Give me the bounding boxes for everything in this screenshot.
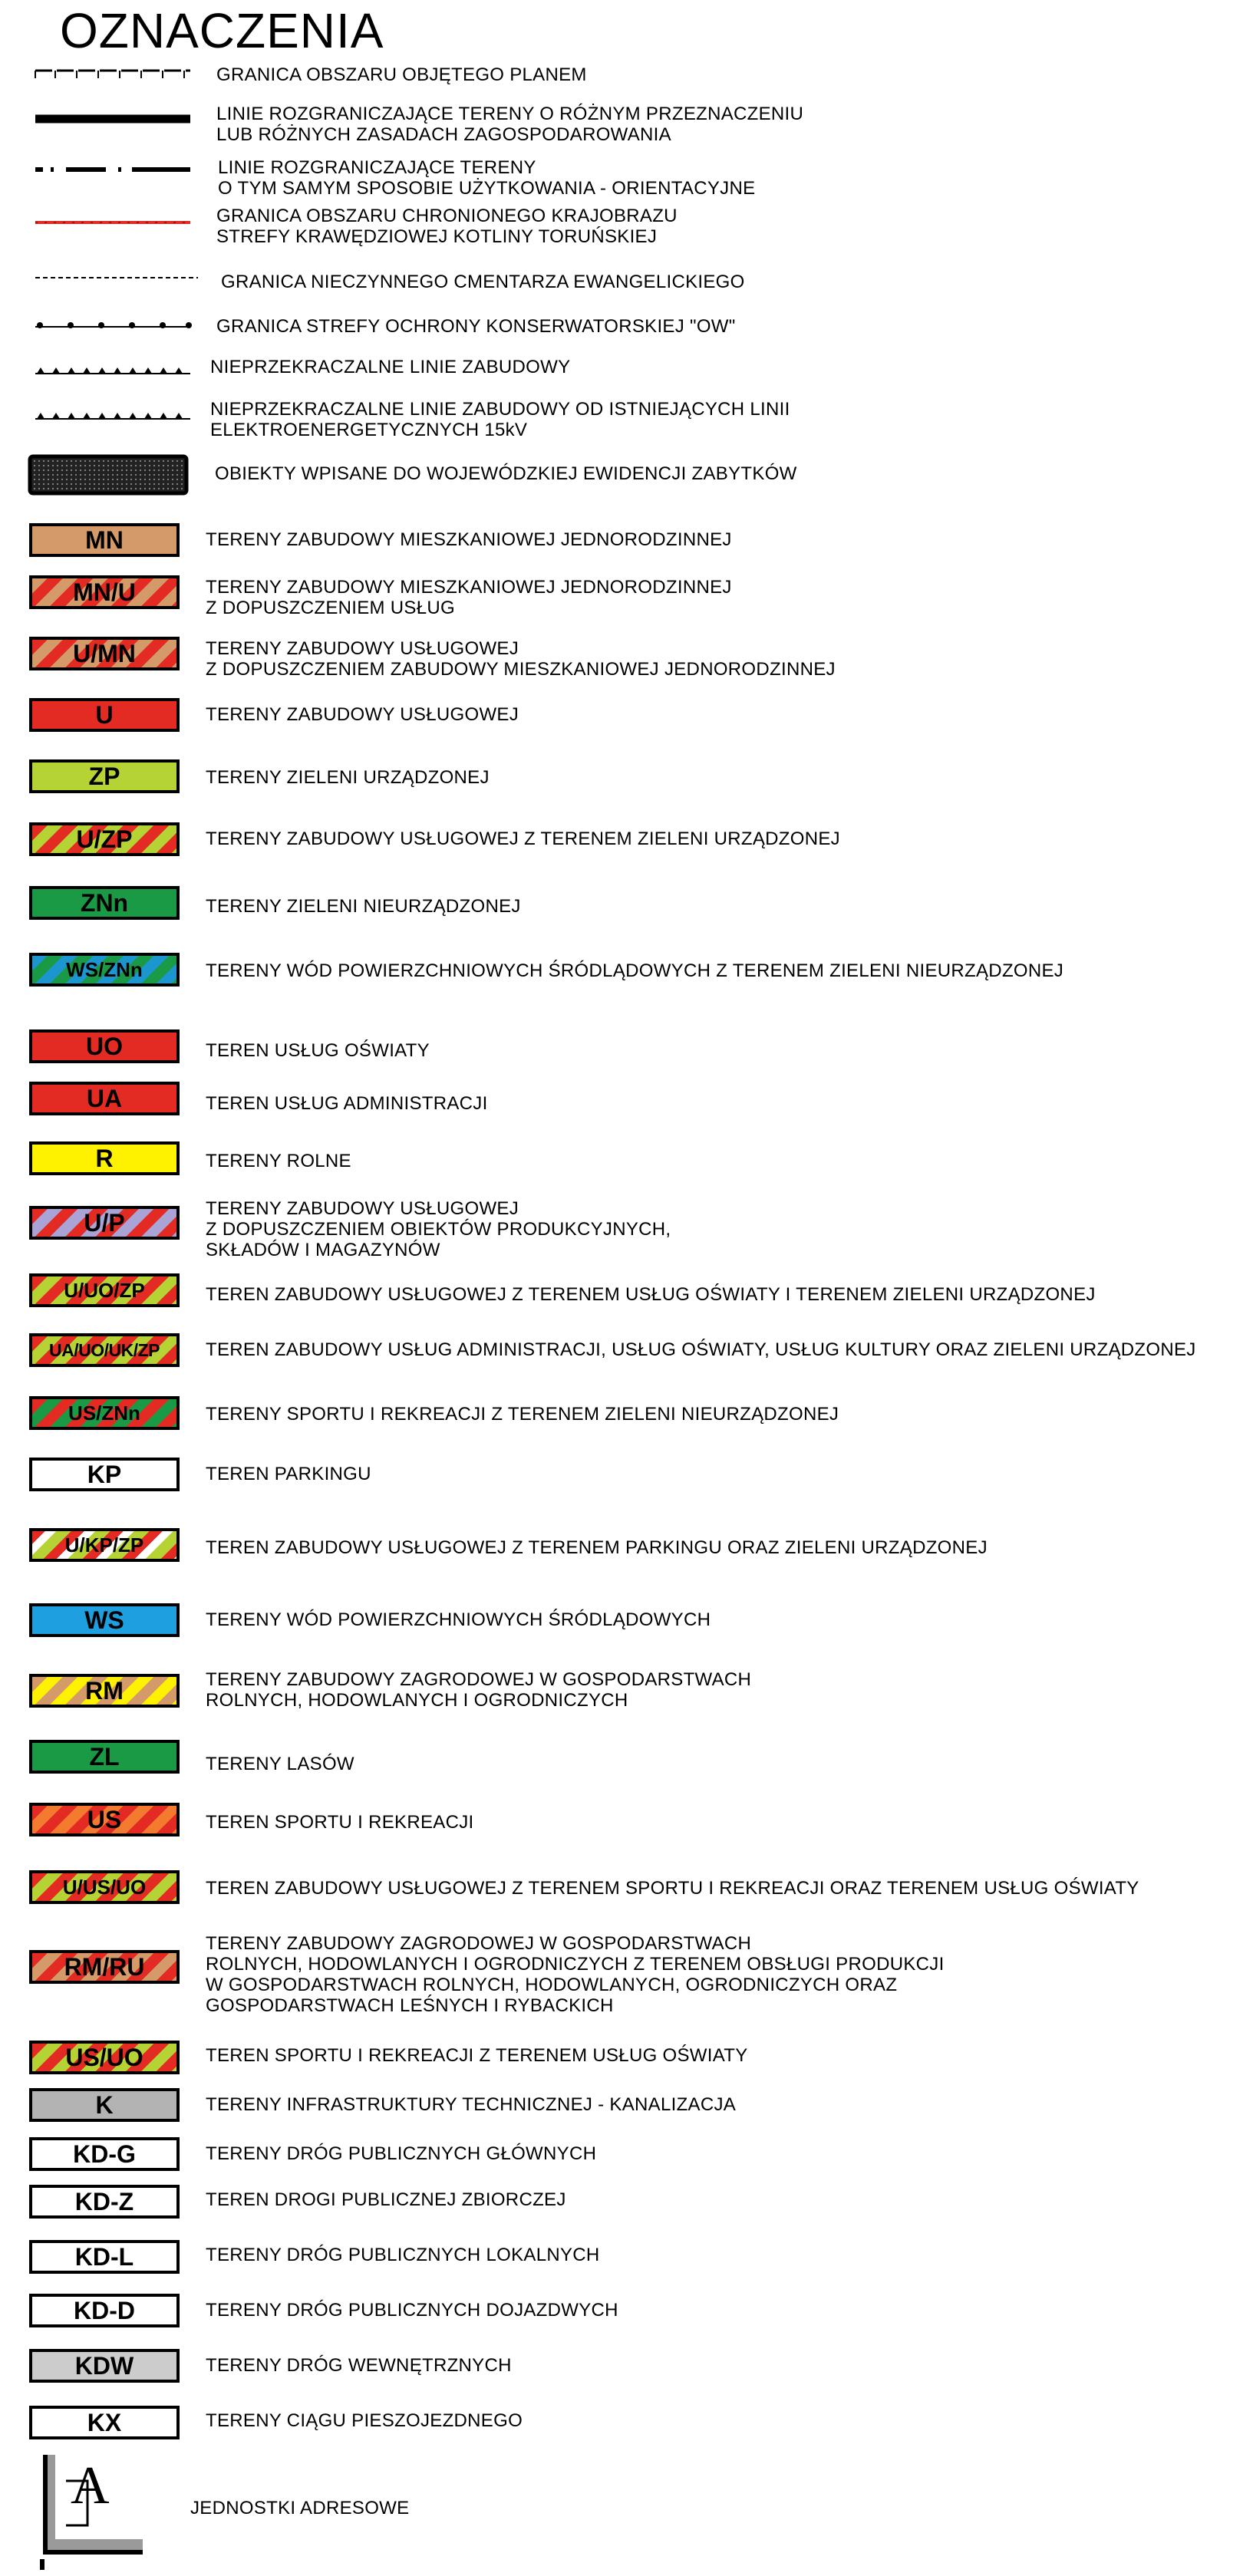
zone-desc: TERENY WÓD POWIERZCHNIOWYCH ŚRÓDLĄDOWYCH Z TERENEM ZIELENI NIEURZĄDZONEJ: [206, 960, 1064, 981]
zone-swatch: [29, 698, 180, 732]
zone-code: UA/UO/UK/ZP: [49, 1339, 160, 1360]
zone-code: R: [95, 1145, 114, 1172]
zone-swatch: [29, 575, 180, 609]
zone-desc: TERENY WÓD POWIERZCHNIOWYCH ŚRÓDLĄDOWYCH: [206, 1609, 711, 1630]
zone-swatch: [29, 953, 180, 987]
zone-desc: TEREN SPORTU I REKREACJI Z TERENEM USŁUG OŚWIATY: [206, 2045, 748, 2066]
zone-desc: TERENY SPORTU I REKREACJI Z TERENEM ZIELENI NIEURZĄDZONEJ: [206, 1404, 839, 1425]
zone-desc: TERENY ZABUDOWY MIESZKANIOWEJ JEDNORODZINNEJ: [206, 529, 732, 550]
zone-swatch: [29, 1803, 180, 1836]
line-desc: GRANICA OBSZARU OBJĘTEGO PLANEM: [216, 64, 587, 85]
zone-desc: TERENY DRÓG WEWNĘTRZNYCH: [206, 2355, 512, 2376]
zone-swatch: [29, 1273, 180, 1307]
zone-swatch: [29, 1333, 180, 1367]
zone-code: MN/U: [73, 578, 136, 606]
zone-desc: TERENY LASÓW: [206, 1754, 354, 1774]
zone-code: WS/ZNn: [66, 958, 143, 981]
zone-desc: TEREN SPORTU I REKREACJI: [206, 1812, 474, 1833]
zone-code: KX: [87, 2409, 122, 2436]
zone-swatch: [29, 822, 180, 856]
zone-swatch: [29, 1141, 180, 1175]
fine-dash-line-symbol: [32, 268, 201, 292]
zone-desc: TERENY ZABUDOWY ZAGRODOWEJ W GOSPODARSTWACH ROLNYCH, HODOWLANYCH I OGRODNICZYCH Z TERENEM OBSŁUGI PRODUKCJI W GOSPODARSTWACH ROLNYCH, HODOWLANYCH, OGRODNICZYCH ORAZ GOSPODARSTWACH LEŚNYCH I RYBACKICH: [206, 1933, 945, 2016]
zone-code: K: [95, 2091, 114, 2119]
zone-swatch: [29, 2406, 180, 2439]
zone-code: ZP: [88, 763, 120, 790]
zone-swatch: [29, 2185, 180, 2219]
zone-swatch: [29, 1740, 180, 1774]
address-letter: A: [71, 2456, 110, 2515]
zone-swatch: [29, 1603, 180, 1637]
zone-swatch: [29, 2240, 180, 2274]
line-desc: OBIEKTY WPISANE DO WOJEWÓDZKIEJ EWIDENCJI ZABYTKÓW: [215, 463, 797, 484]
line-desc: GRANICA STREFY OCHRONY KONSERWATORSKIEJ "OW": [216, 316, 736, 337]
zone-desc: TERENY ZABUDOWY USŁUGOWEJ Z TERENEM ZIELENI URZĄDZONEJ: [206, 828, 840, 849]
zone-code: KD-Z: [74, 2188, 134, 2215]
zone-code: U/UO/ZP: [64, 1279, 145, 1302]
zone-code: ZL: [89, 1743, 120, 1771]
zone-desc: TERENY DRÓG PUBLICZNYCH GŁÓWNYCH: [206, 2143, 597, 2164]
zone-swatch: [29, 759, 180, 793]
red-boundary-symbol: [32, 206, 193, 236]
zone-swatch: [29, 637, 180, 670]
zone-swatch: [29, 1458, 180, 1491]
zone-swatch: [29, 1870, 180, 1904]
dotted-line-symbol: [32, 315, 193, 338]
zone-code: RM/RU: [64, 1953, 145, 1981]
zone-code: RM: [85, 1677, 124, 1705]
zone-desc: TEREN ZABUDOWY USŁUG ADMINISTRACJI, USŁUG OŚWIATY, USŁUG KULTURY ORAZ ZIELENI URZĄDZONEJ: [206, 1339, 1196, 1360]
zone-code: UO: [86, 1033, 123, 1060]
zone-code: US: [87, 1806, 122, 1833]
zone-desc: TEREN ZABUDOWY USŁUGOWEJ Z TERENEM USŁUG OŚWIATY I TERENEM ZIELENI URZĄDZONEJ: [206, 1284, 1096, 1305]
thick-line-symbol: [32, 104, 193, 150]
zone-desc: TERENY ZABUDOWY MIESZKANIOWEJ JEDNORODZINNEJ Z DOPUSZCZENIEM USŁUG: [206, 577, 732, 618]
line-desc: LINIE ROZGRANICZAJĄCE TERENY O TYM SAMYM SPOSOBIE UŻYTKOWANIA - ORIENTACYJNE: [218, 157, 756, 199]
zone-desc: TERENY ZABUDOWY USŁUGOWEJ: [206, 704, 519, 725]
zone-desc: TERENY ZABUDOWY USŁUGOWEJ Z DOPUSZCZENIEM ZABUDOWY MIESZKANIOWEJ JEDNORODZINNEJ: [206, 638, 836, 680]
zone-swatch: [29, 523, 180, 557]
zone-desc: TEREN ZABUDOWY USŁUGOWEJ Z TERENEM SPORTU I REKREACJI ORAZ TERENEM USŁUG OŚWIATY: [206, 1878, 1139, 1899]
zone-code: U/KP/ZP: [64, 1533, 144, 1556]
zone-swatch: [29, 2041, 180, 2074]
line-desc: GRANICA NIECZYNNEGO CMENTARZA EWANGELICKIEGO: [221, 272, 745, 292]
zone-desc: TEREN USŁUG OŚWIATY: [206, 1040, 430, 1061]
plan-boundary-symbol: [32, 61, 193, 84]
long-dash-line-symbol: [32, 157, 193, 180]
zone-swatch: [29, 2294, 180, 2327]
zone-desc: TERENY CIĄGU PIESZOJEZDNEGO: [206, 2410, 523, 2431]
zone-swatch: [29, 1950, 180, 1984]
legend-title: OZNACZENIA: [60, 3, 384, 58]
monument-hatch-symbol: [28, 454, 189, 496]
zone-swatch: [29, 886, 180, 920]
zone-code: US/UO: [65, 2044, 143, 2071]
zone-desc: TEREN PARKINGU: [206, 1464, 371, 1484]
zone-swatch: [29, 1029, 180, 1063]
zone-code: U/MN: [73, 640, 136, 667]
triangle-line-symbol: [32, 399, 193, 430]
zone-desc: TERENY ZABUDOWY ZAGRODOWEJ W GOSPODARSTWACH ROLNYCH, HODOWLANYCH I OGRODNICZYCH: [206, 1669, 752, 1711]
zone-code: U/P: [84, 1209, 125, 1237]
zone-desc: TERENY ZABUDOWY USŁUGOWEJ Z DOPUSZCZENIEM OBIEKTÓW PRODUKCYJNYCH, SKŁADÓW I MAGAZYNÓW: [206, 1198, 671, 1260]
zone-code: KD-G: [73, 2140, 136, 2168]
zone-code: MN: [85, 526, 124, 554]
line-desc: NIEPRZEKRACZALNE LINIE ZABUDOWY OD ISTNIEJĄCYCH LINII ELEKTROENERGETYCZNYCH 15kV: [210, 399, 790, 440]
zone-code: U/ZP: [76, 825, 133, 853]
zone-desc: TERENY DRÓG PUBLICZNYCH DOJAZDWYCH: [206, 2300, 618, 2321]
zone-swatch: [29, 1528, 180, 1562]
zone-swatch: [29, 1206, 180, 1240]
line-desc: LINIE ROZGRANICZAJĄCE TERENY O RÓŻNYM PRZEZNACZENIU LUB RÓŻNYCH ZASADACH ZAGOSPODAROWANIA: [216, 104, 804, 145]
zone-code: KDW: [74, 2352, 134, 2380]
line-desc: GRANICA OBSZARU CHRONIONEGO KRAJOBRAZU STREFY KRAWĘDZIOWEJ KOTLINY TORUŃSKIEJ: [216, 206, 678, 247]
zone-desc: TERENY ZIELENI NIEURZĄDZONEJ: [206, 896, 521, 917]
zone-desc: TERENY DRÓG PUBLICZNYCH LOKALNYCH: [206, 2245, 600, 2265]
zone-code: US/ZNn: [68, 1402, 140, 1425]
zone-desc: TEREN USŁUG ADMINISTRACJI: [206, 1093, 488, 1114]
zone-desc: TERENY INFRASTRUKTURY TECHNICZNEJ - KANALIZACJA: [206, 2094, 737, 2115]
zone-code: KD-D: [74, 2297, 135, 2324]
address-desc: JEDNOSTKI ADRESOWE: [190, 2498, 410, 2518]
zone-desc: TEREN DROGI PUBLICZNEJ ZBIORCZEJ: [206, 2189, 566, 2210]
zone-code: U/US/UO: [62, 1876, 147, 1899]
zone-desc: TEREN ZABUDOWY USŁUGOWEJ Z TERENEM PARKINGU ORAZ ZIELENI URZĄDZONEJ: [206, 1537, 988, 1558]
zone-desc: TERENY ROLNE: [206, 1151, 351, 1171]
zone-code: KD-L: [74, 2243, 134, 2271]
zone-code: ZNn: [80, 889, 129, 917]
line-desc: NIEPRZEKRACZALNE LINIE ZABUDOWY: [210, 357, 571, 377]
zone-code: KP: [87, 1461, 122, 1488]
zone-swatch: [29, 2088, 180, 2122]
zone-swatch: [29, 2349, 180, 2383]
zone-swatch: [29, 1674, 180, 1708]
zone-desc: TERENY ZIELENI URZĄDZONEJ: [206, 767, 490, 788]
zone-code: WS: [84, 1606, 124, 1634]
triangle-line-symbol: [32, 357, 193, 380]
zone-swatch: [29, 1396, 180, 1430]
zone-code: UA: [86, 1085, 123, 1112]
zone-swatch: [29, 2137, 180, 2171]
zone-swatch: [29, 1082, 180, 1115]
zone-code: U: [95, 701, 114, 729]
